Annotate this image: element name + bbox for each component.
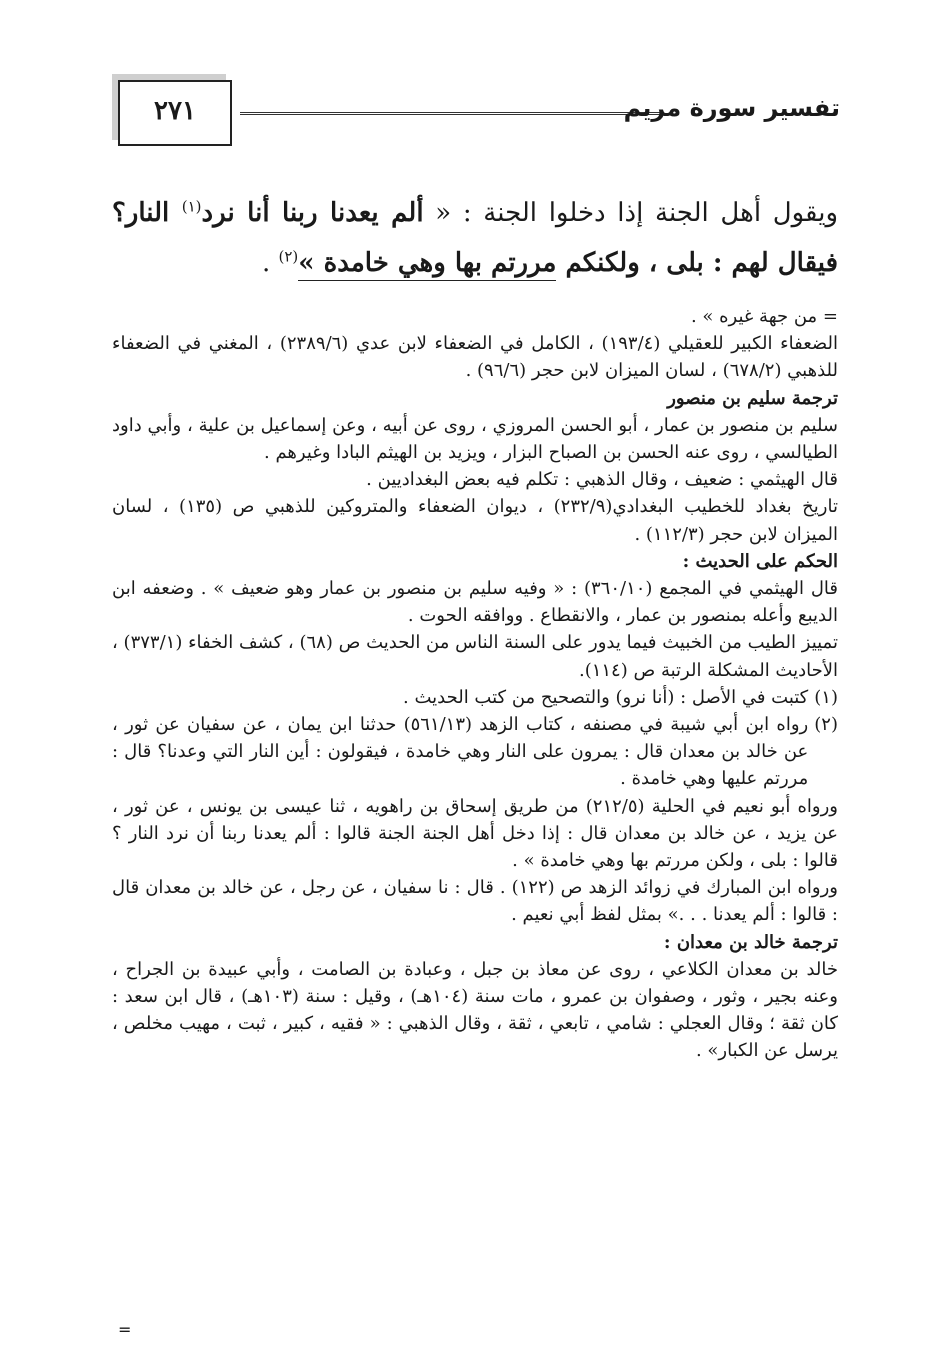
page-title: تفسير سورة مريم: [623, 94, 840, 122]
footnote-2: [112, 711, 838, 793]
footnote-number: (٢): [814, 714, 838, 736]
footnote-text: كتبت في الأصل : (أنا نرو) والتصحيح من كتب الحديث .: [403, 686, 809, 708]
footnote-text: رواه ابن أبي شيبة في مصنفه ، كتاب الزهد (٥٦١/١٣) حدثنا ابن يمان ، عن سفيان عن ثور ، عن خالد بن معدان قال : يمرون على النار وهي خامدة ، فيقولون : أين النار التي وعدنا؟ قال : مررتم عليها وهي خامدة .: [112, 714, 809, 790]
footnote-1: [112, 684, 838, 711]
main-text-intro: ويقول أهل الجنة إذا دخلوا الجنة : «: [423, 198, 839, 228]
page-header: [118, 70, 840, 150]
footnote-paragraph: قال الهيثمي في المجمع (٣٦٠/١٠) : « وفيه سليم بن منصور بن عمار وهو ضعيف » . وضعفه ابن الديبع وأعله بمنصور بن عمار ، والانقطاع . ووافقه الحوت .: [112, 578, 838, 627]
main-text-end: .: [261, 248, 279, 278]
quote-part-1: ألم يعدنا ربنا أنا نرد: [201, 198, 424, 228]
footnote-number: (١): [814, 686, 838, 708]
header-rule: [240, 112, 660, 115]
footnote-paragraph: قال الهيثمي : ضعيف ، وقال الذهبي : تكلم فيه بعض البغداديين .: [366, 469, 838, 491]
footnote-paragraph: سليم بن منصور بن عمار ، أبو الحسن المروزي ، روى عن أبيه ، وعن إسماعيل بن علية ، وأبي داود الطيالسي ، روى عنه الحسن بن الصباح البزار ، ويزيد بن الهيثم البادا وغيرهم .: [112, 414, 838, 464]
footnote-ref-2: (٢): [278, 247, 299, 266]
page-number: ٢٧١: [154, 96, 196, 126]
page-number-box: [118, 80, 232, 146]
footnote-heading: ترجمة خالد بن معدان :: [663, 931, 838, 953]
footnote-paragraph: ورواه أبو نعيم في الحلية (٢١٢/٥) من طريق إسحاق بن راهويه ، ثنا عيسى بن يونس ، عن ثور ، عن يزيد ، عن خالد بن معدان قال : إذا دخل أهل الجنة الجنة قالوا : ألم يعدنا ربنا أن نرد النار ؟ قالوا : بلى ، ولكن مررتم بها وهي خامدة » .: [112, 795, 838, 872]
continuation-mark: =: [118, 1320, 132, 1339]
footnote-heading: الحكم على الحديث :: [682, 550, 838, 572]
footnote-paragraph: ورواه ابن المبارك في زوائد الزهد ص (١٢٢) . قال : نا سفيان ، عن رجل ، عن خالد بن معدان قال : قالوا : ألم يعدنا . . .» بمثل لفظ أبي نعيم .: [112, 877, 838, 926]
main-paragraph: [112, 188, 838, 288]
quote-part-3: مررتم بها وهي خامدة »: [298, 248, 556, 281]
footnote-paragraph: الضعفاء الكبير للعقيلي (١٩٣/٤) ، الكامل في الضعفاء لابن عدي (٢٣٨٩/٦) ، المغني في الضعفاء للذهبي (٦٧٨/٢) ، لسان الميزان لابن حجر (٩٦/٦) .: [112, 333, 838, 382]
footnote-ref-1: (١): [181, 197, 202, 216]
footnote-paragraph: خالد بن معدان الكلاعي ، روى عن معاذ بن جبل ، وعبادة بن الصامت ، وأبي عبيدة بن الجراح ، وعنه بجير ، وثور ، وصفوان بن عمرو ، مات سنة (١٠٤هـ) ، وقيل : سنة (١٠٣هـ) ، قال ابن سعد : كان ثقة ؛ وقال العجلي : شامي ، تابعي ، ثقة ، وقال الذهبي : « فقيه ، كبير ، ثبت ، مهيب مخلص ، يرسل عن الكبار» .: [112, 958, 838, 1062]
footnote-continuation: = من جهة غيره » .: [690, 306, 838, 327]
footnote-paragraph: تاريخ بغداد للخطيب البغدادي(٢٣٢/٩) ، ديوان الضعفاء والمتروكين للذهبي ص (١٣٥) ، لسان الميزان لابن حجر (١١٢/٣) .: [112, 496, 838, 545]
footnote-heading: ترجمة سليم بن منصور: [667, 387, 838, 409]
footnote-paragraph: تمييز الطيب من الخبيث فيما يدور على السنة الناس من الحديث ص (٦٨) ، كشف الخفاء (٣٧٣/١) ، الأحاديث المشكلة الرتبة ص (١١٤).: [112, 632, 838, 681]
quote-part-2: النار؟ فيقال لهم : بلى ، ولكنكم: [112, 198, 838, 278]
footnotes-block: [112, 303, 838, 1065]
